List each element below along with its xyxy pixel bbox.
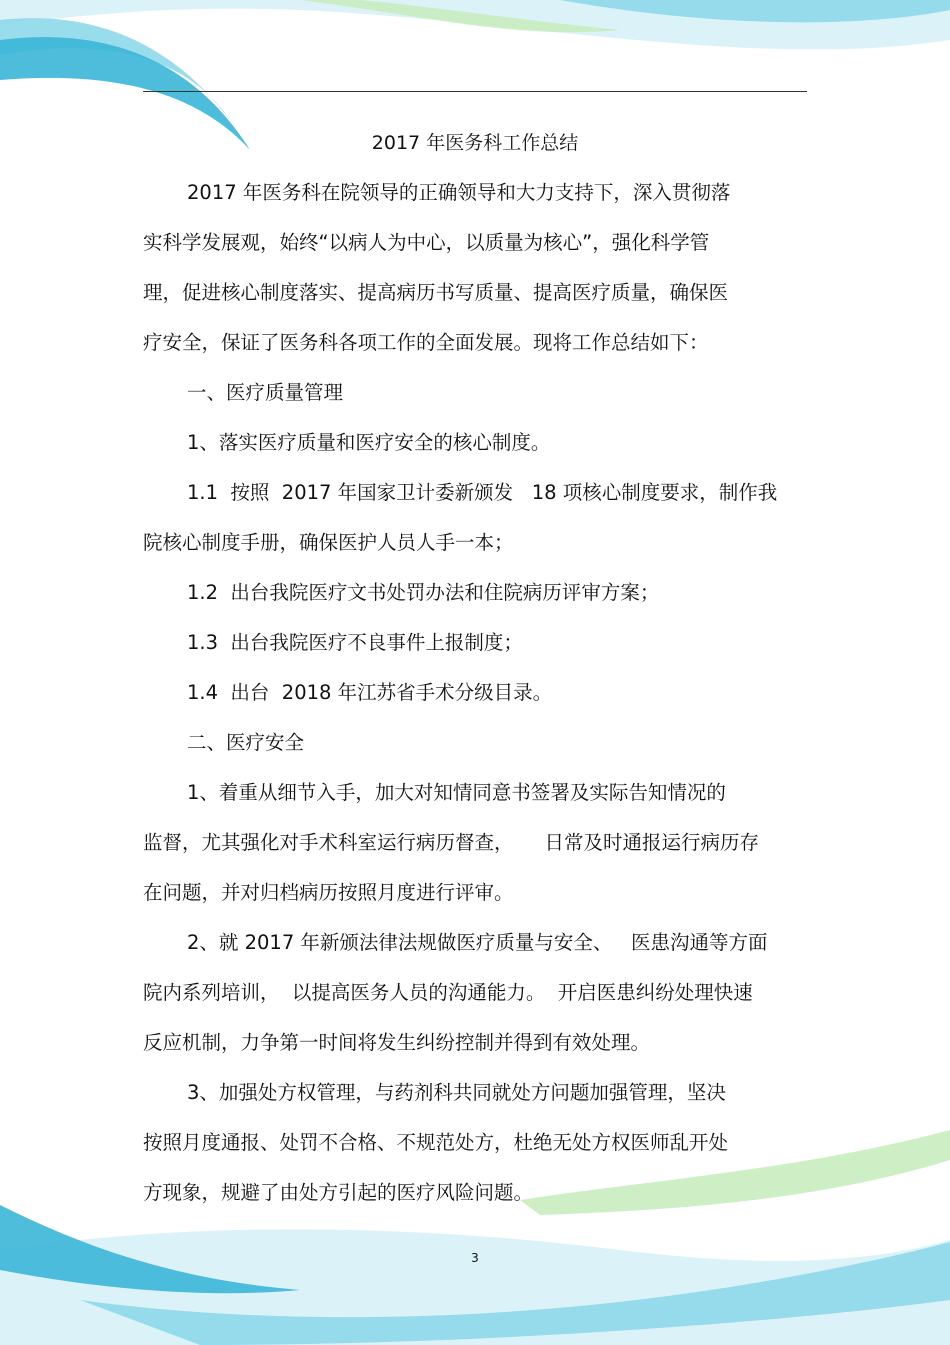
text-line: 1.4 出台 2018 年江苏省手术分级目录。 bbox=[187, 681, 553, 704]
text-line: 1.3 出台我院医疗不良事件上报制度； bbox=[187, 631, 523, 654]
text-line: 疗安全，保证了医务科各项工作的全面发展。现将工作总结如下： bbox=[143, 331, 709, 354]
text-line: 1、落实医疗质量和医疗安全的核心制度。 bbox=[187, 431, 551, 454]
text-line: 1.1 按照 2017 年国家卫计委新颁发 18 项核心制度要求，制作我 bbox=[187, 481, 778, 504]
text-line: 3、加强处方权管理，与药剂科共同就处方问题加强管理，坚决 bbox=[187, 1081, 726, 1104]
page-title: 2017 年医务科工作总结 bbox=[371, 132, 579, 154]
document-body bbox=[143, 168, 808, 1218]
page-number: 3 bbox=[471, 1251, 479, 1265]
text-line: 理，促进核心制度落实、提高病历书写质量、提高医疗质量，确保医 bbox=[143, 281, 729, 304]
text-line: 院内系列培训， 以提高医务人员的沟通能力。 开启医患纠纷处理快速 bbox=[143, 981, 753, 1004]
header-rule bbox=[143, 91, 807, 92]
text-line: 监督，尤其强化对手术科室运行病历督查， 日常及时通报运行病历存 bbox=[143, 831, 759, 854]
text-line: 二、医疗安全 bbox=[187, 731, 305, 754]
text-line: 在问题，并对归档病历按照月度进行评审。 bbox=[143, 881, 514, 904]
text-line: 2、就 2017 年新颁法律法规做医疗质量与安全、 医患沟通等方面 bbox=[187, 931, 768, 954]
text-line: 2017 年医务科在院领导的正确领导和大力支持下，深入贯彻落 bbox=[187, 181, 731, 204]
text-line: 一、医疗质量管理 bbox=[187, 381, 344, 404]
text-line: 实科学发展观，始终“以病人为中心，以质量为核心”，强化科学管 bbox=[143, 231, 710, 254]
text-line: 1、着重从细节入手，加大对知情同意书签署及实际告知情况的 bbox=[187, 781, 726, 804]
text-line: 1.2 出台我院医疗文书处罚办法和住院病历评审方案； bbox=[187, 581, 660, 604]
text-line: 反应机制，力争第一时间将发生纠纷控制并得到有效处理。 bbox=[143, 1031, 651, 1054]
text-line: 按照月度通报、处罚不合格、不规范处方，杜绝无处方权医师乱开处 bbox=[143, 1131, 729, 1154]
text-line: 方现象，规避了由处方引起的医疗风险问题。 bbox=[143, 1181, 534, 1204]
text-line: 院核心制度手册，确保医护人员人手一本； bbox=[143, 531, 514, 554]
